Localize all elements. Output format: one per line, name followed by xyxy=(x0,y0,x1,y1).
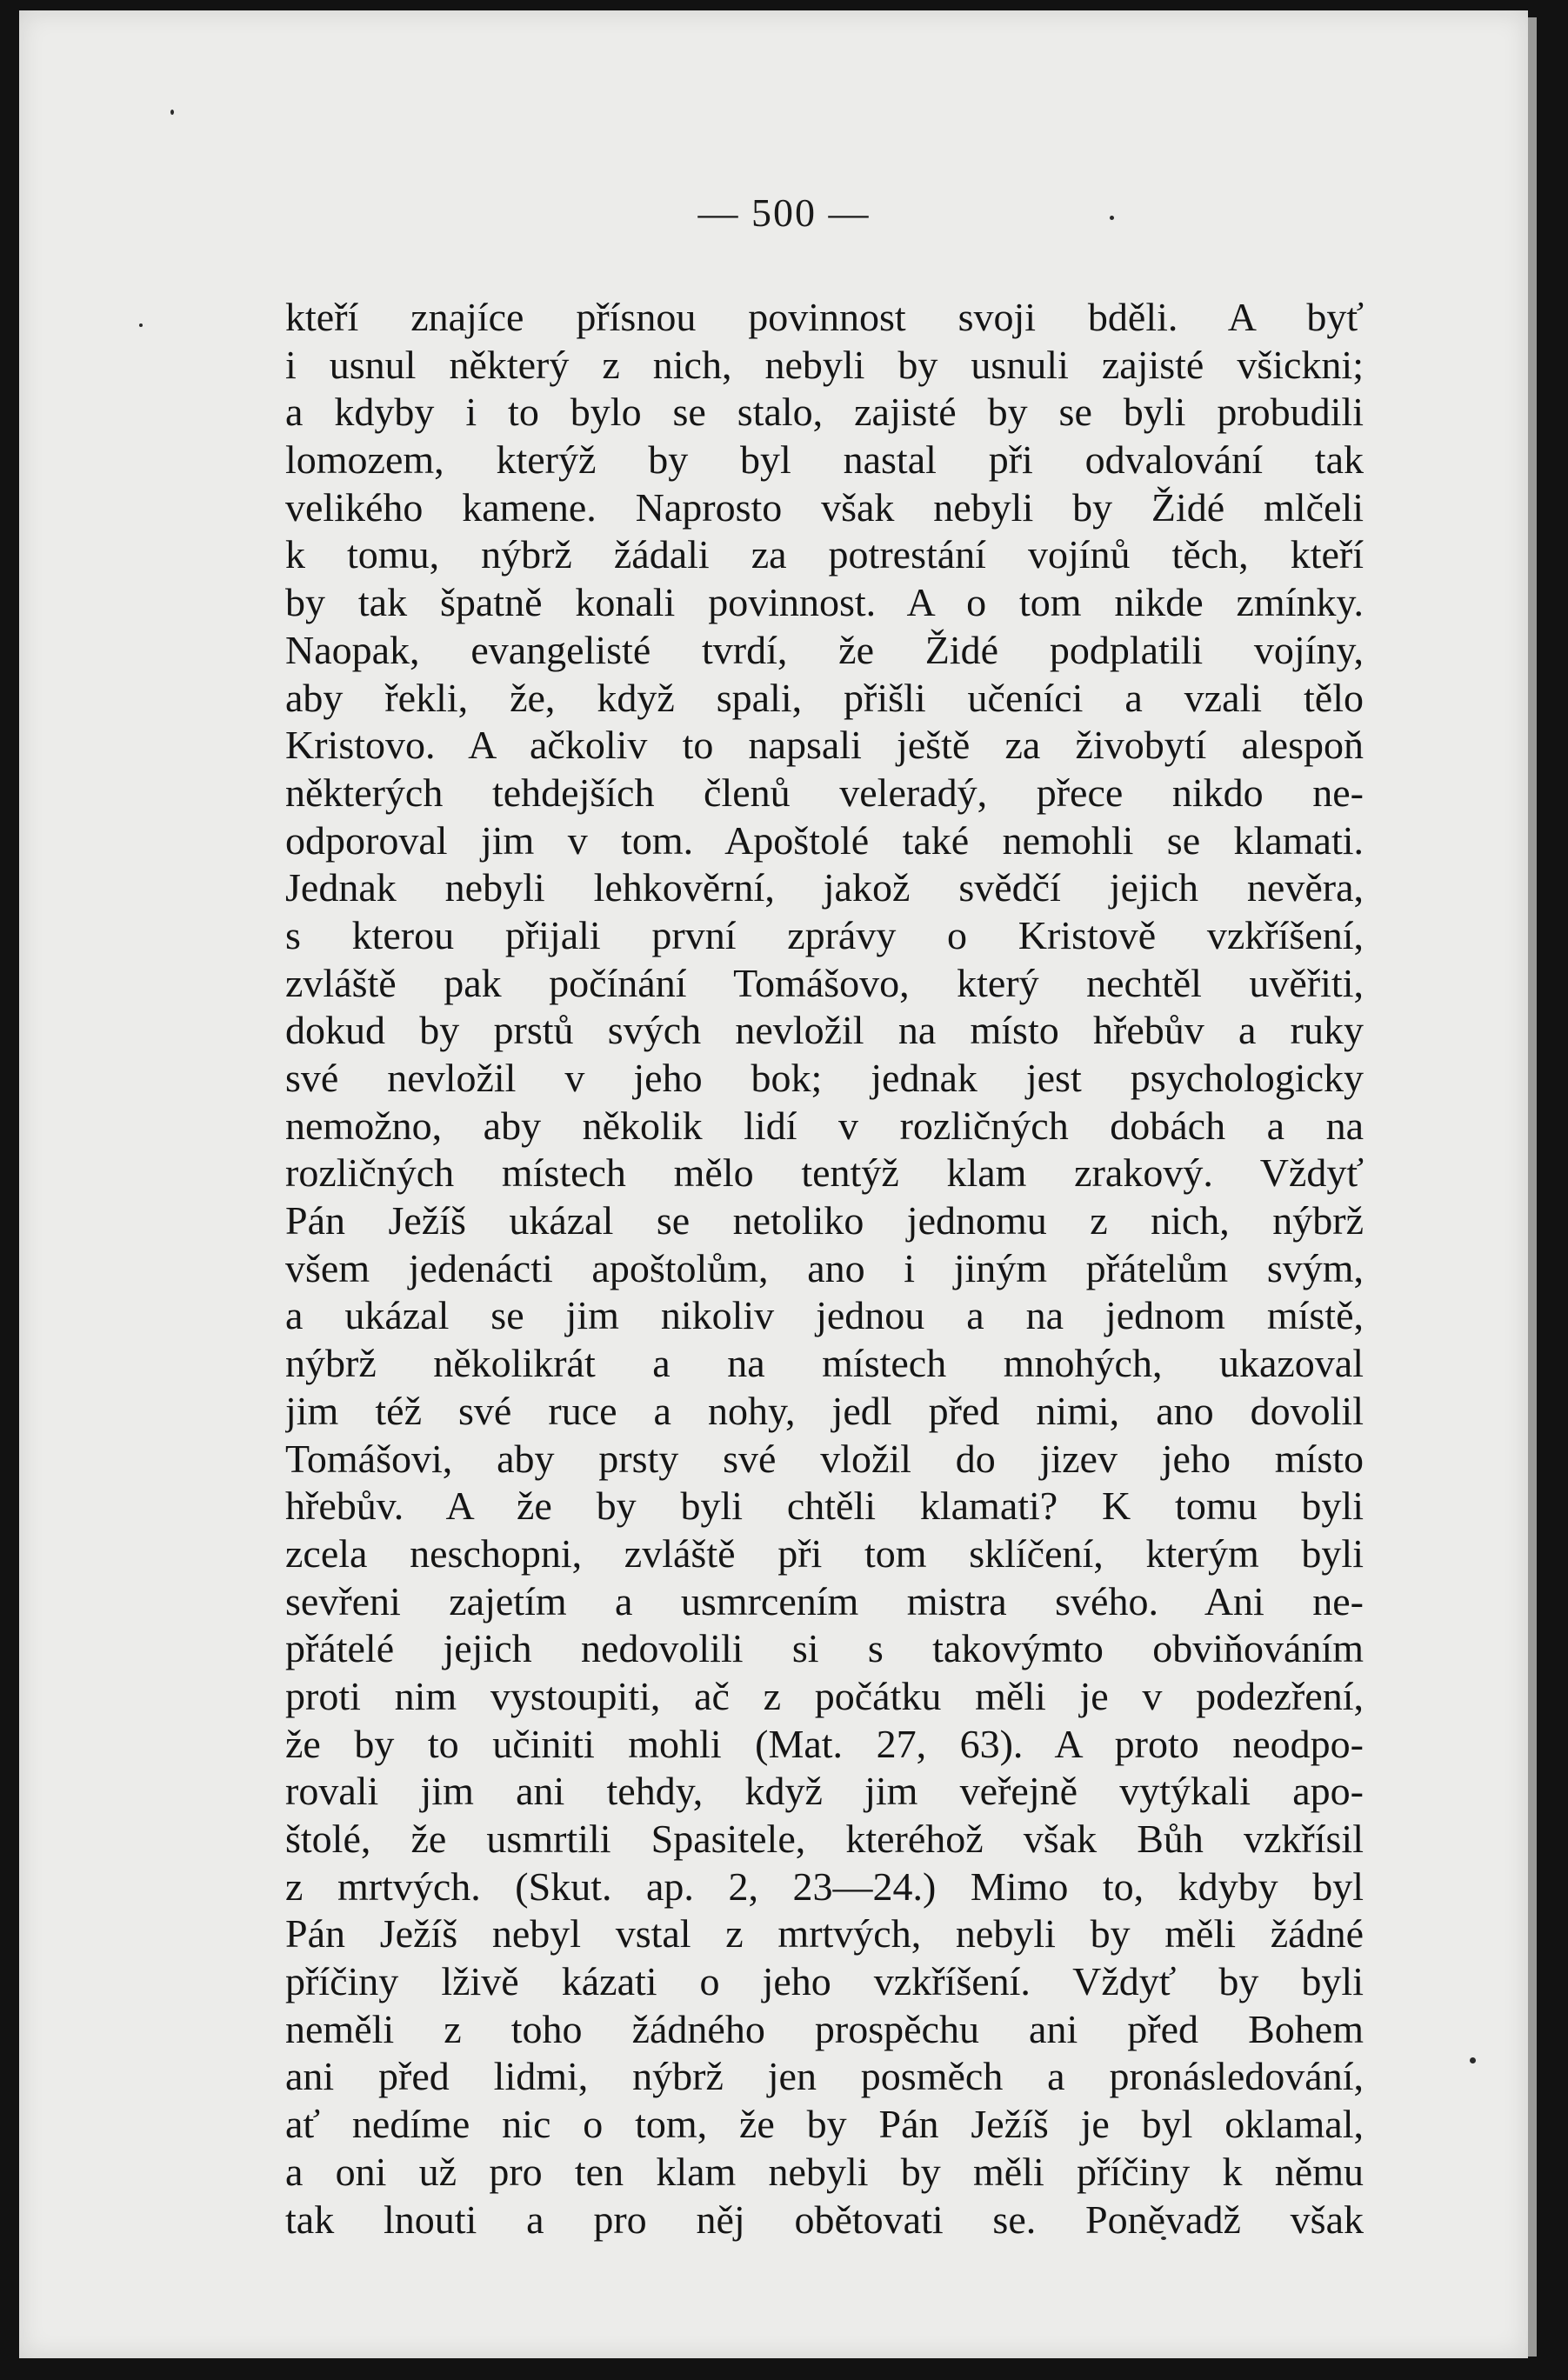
text-line: zvláště pak počínání Tomášovo, který nechtěl uvěřiti, xyxy=(285,960,1364,1005)
text-line: by tak špatně konali povinnost. A o tom nikde zmínky. xyxy=(285,580,1364,625)
text-line: velikého kamene. Naprosto však nebyli by Židé mlčeli xyxy=(285,484,1364,530)
text-line: s kterou přijali první zprávy o Kristově vzkříšení, xyxy=(285,912,1364,957)
text-line: a ukázal se jim nikoliv jednou a na jednom místě, xyxy=(285,1293,1364,1338)
scan-speck xyxy=(1470,2057,1476,2063)
text-line: dokud by prstů svých nevložil na místo hřebův a ruky xyxy=(285,1008,1364,1053)
text-line: aby řekli, že, když spali, přišli učeníci a vzali tělo xyxy=(285,675,1364,720)
text-line: své nevložil v jeho bok; jednak jest psychologicky xyxy=(285,1056,1364,1100)
scan-speck xyxy=(170,110,174,115)
text-line: a kdyby i to bylo se stalo, zajisté by se byli probudili xyxy=(285,390,1364,435)
text-line: nýbrž několikrát a na místech mnohých, ukazoval xyxy=(285,1341,1364,1386)
text-line: štolé, že usmrtili Spasitele, kteréhož však Bůh vzkřísil xyxy=(285,1817,1364,1861)
text-line: příčiny lživě kázati o jeho vzkříšení. Vždyť by byli xyxy=(285,1959,1364,2004)
text-line: kteří znajíce přísnou povinnost svoji bděli. A byť xyxy=(285,295,1364,339)
text-line: všem jedenácti apoštolům, ano i jiným přátelům svým, xyxy=(285,1245,1364,1290)
text-line: Pán Ježíš nebyl vstal z mrtvých, nebyli by měli žádné xyxy=(285,1911,1364,1957)
text-line: lomozem, kterýž by byl nastal při odvalování tak xyxy=(285,437,1364,483)
text-line: ani před lidmi, nýbrž jen posměch a pronásledování, xyxy=(285,2054,1364,2099)
body-text xyxy=(285,294,1364,2243)
text-line: rovali jim ani tehdy, když jim veřejně vytýkali apo- xyxy=(285,1769,1364,1814)
page-number: — 500 — xyxy=(697,190,871,235)
text-line: a oni už pro ten klam nebyli by měli příčiny k němu xyxy=(285,2149,1364,2194)
text-line: přátelé jejich nedovolili si s takovýmto obviňováním xyxy=(285,1626,1364,1671)
text-line: že by to učiniti mohli (Mat. 27, 63). A proto neodpo- xyxy=(285,1721,1364,1766)
text-line: zcela neschopni, zvláště při tom sklíčení, kterým byli xyxy=(285,1530,1364,1576)
text-line: z mrtvých. (Skut. ap. 2, 23—24.) Mimo to, kdyby byl xyxy=(285,1863,1364,1909)
text-line: rozličných místech mělo tentýž klam zrakový. Vždyť xyxy=(285,1150,1364,1196)
text-line: hřebův. A že by byli chtěli klamati? K tomu byli xyxy=(285,1483,1364,1529)
text-line: neměli z toho žádného prospěchu ani před Bohem xyxy=(285,2006,1364,2051)
text-line: ať nedíme nic o tom, že by Pán Ježíš je byl oklamal, xyxy=(285,2102,1364,2147)
scan-speck xyxy=(139,323,143,327)
text-line: Pán Ježíš ukázal se netoliko jednomu z nich, nýbrž xyxy=(285,1198,1364,1243)
text-line: některých tehdejších členů veleradý, přece nikdo ne- xyxy=(285,770,1364,815)
text-line: i usnul některý z nich, nebyli by usnuli zajisté všickni; xyxy=(285,342,1364,387)
text-line: tak lnouti a pro něj obětovati se. Poněvadž však xyxy=(285,2197,1364,2242)
text-line: k tomu, nýbrž žádali za potrestání vojínů těch, kteří xyxy=(285,532,1364,577)
page-edge-shadow xyxy=(1528,17,1537,2357)
text-line: sevřeni zajetím a usmrcením mistra svého. Ani ne- xyxy=(285,1578,1364,1623)
text-line: Jednak nebyli lehkověrní, jakož svědčí jejich nevěra, xyxy=(285,865,1364,910)
text-line: Naopak, evangelisté tvrdí, že Židé podplatili vojíny, xyxy=(285,627,1364,672)
text-line: nemožno, aby několik lidí v rozličných dobách a na xyxy=(285,1103,1364,1148)
text-line: Kristovo. A ačkoliv to napsali ještě za živobytí alespoň xyxy=(285,723,1364,768)
text-line: odporoval jim v tom. Apoštolé také nemohli se klamati. xyxy=(285,817,1364,863)
text-line: jim též své ruce a nohy, jedl před nimi, ano dovolil xyxy=(285,1388,1364,1433)
text-line: Tomášovi, aby prsty své vložil do jizev jeho místo xyxy=(285,1436,1364,1481)
text-line: proti nim vystoupiti, ač z počátku měli je v podezření, xyxy=(285,1673,1364,1718)
